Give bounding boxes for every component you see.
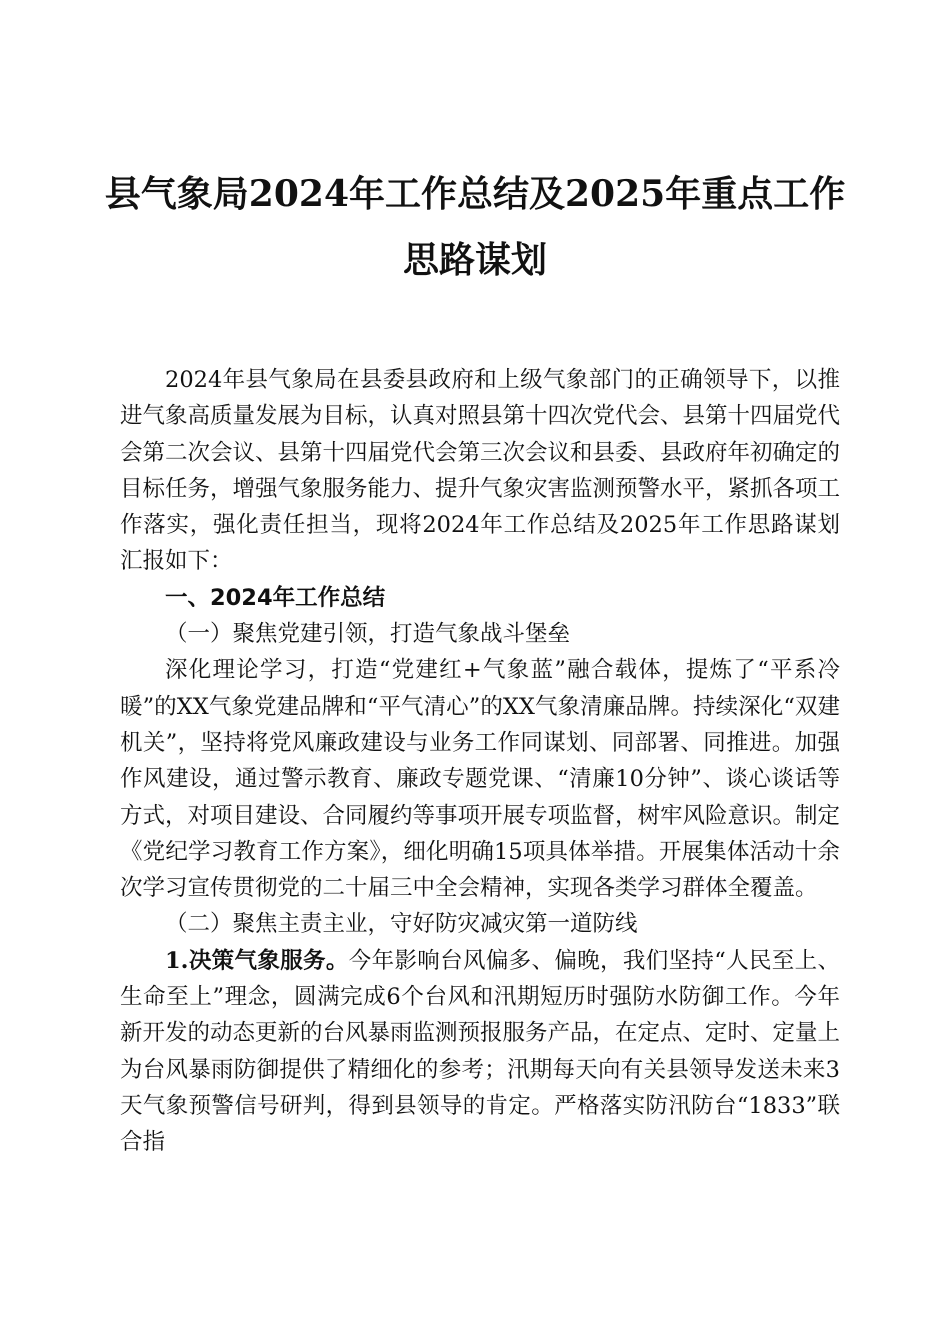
subsection-heading-party-building: （一）聚焦党建引领，打造气象战斗堡垒 — [165, 621, 571, 648]
subsection-heading-main-duties: （二）聚焦主责主业，守好防灾减灾第一道防线 — [165, 911, 638, 938]
intro-paragraph: 2024年县气象局在县委县政府和上级气象部门的正确领导下，以推进气象高质量发展为目标，认真对照县第十四次党代会、县第十四届党代会第二次会议、县第十四届党代会第三次会议和县委、县政府年初确定的目标任务，增强气象服务能力、提升气象灾害监测预警水平，紧抓各项工作落实，强化责任担当，现将2024年工作总结及2025年工作思路谋划汇报如下： — [120, 367, 841, 575]
decision-service-paragraph — [120, 943, 840, 1161]
document-body — [120, 362, 840, 1161]
decision-service-lead: 1.决策气象服务。 — [165, 947, 349, 974]
document-title-line-1: 县气象局2024年工作总结及2025年重点工作 — [104, 173, 846, 215]
section-heading-2024-summary: 一、2024年工作总结 — [165, 584, 386, 611]
party-building-paragraph: 深化理论学习，打造“党建红+气象蓝”融合载体，提炼了“平系冷暖”的XX气象党建品牌和“平气清心”的XX气象清廉品牌。持续深化“双建机关”，坚持将党风廉政建设与业务工作同谋划、同部署、同推进。加强作风建设，通过警示教育、廉政专题党课、“清廉10分钟”、谈心谈话等方式，对项目建设、合同履约等事项开展专项监督，树牢风险意识。制定《党纪学习教育工作方案》，细化明确15项具体举措。开展集体活动十余次学习宣传贯彻党的二十届三中全会精神，实现各类学习群体全覆盖。 — [120, 657, 841, 902]
document-title-line-2: 思路谋划 — [402, 239, 547, 281]
decision-service-body: 今年影响台风偏多、偏晚，我们坚持“人民至上、生命至上”理念，圆满完成6个台风和汛期短历时强防水防御工作。今年新开发的动态更新的台风暴雨监测预报服务产品，在定点、定时、定量上为台风暴雨防御提供了精细化的参考；汛期每天向有关县领导发送未来3天气象预警信号研判，得到县领导的肯定。严格落实防汛防台“1833”联合指 — [120, 947, 841, 1156]
